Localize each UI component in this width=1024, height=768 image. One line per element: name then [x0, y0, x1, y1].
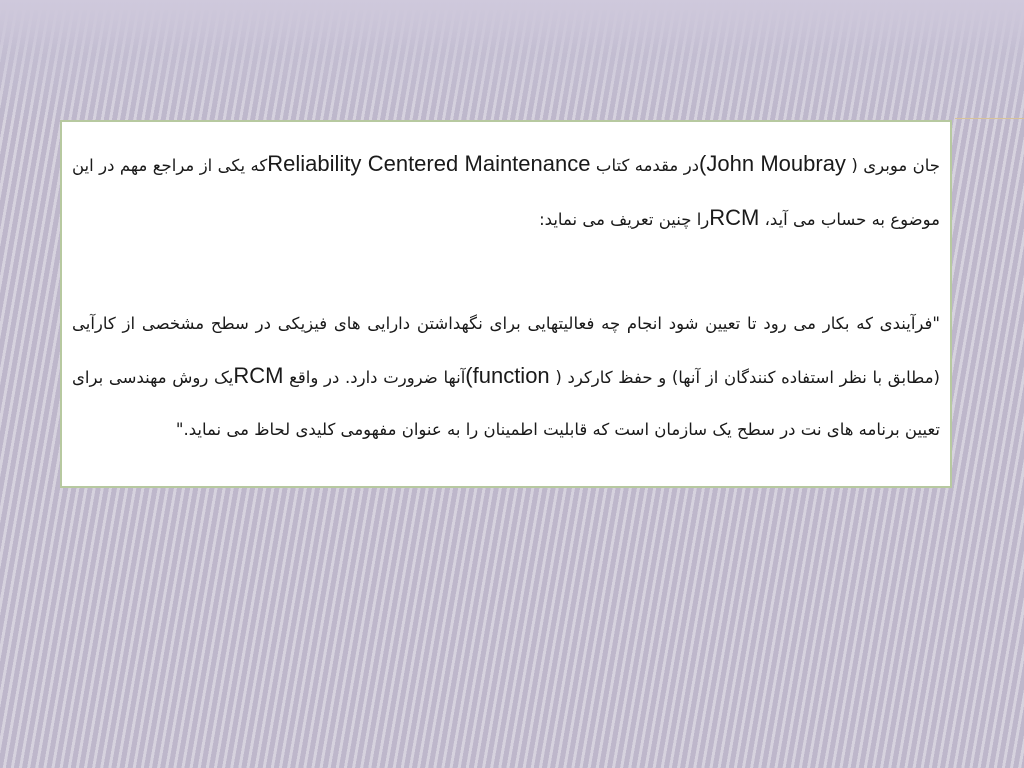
- content-text-box: [60, 120, 952, 488]
- text-segment: "فرآیندی که بکار می رود تا تعیین شود انجام چه فعالیتهایی برای نگهداشتن دارایی های فیزیکی در سطح مشخصی از کارآیی (مطابق با نظر استفاده کنندگان از آنها) و حفظ کارکرد (: [72, 314, 940, 387]
- function-term: (function: [465, 363, 550, 388]
- text-segment: آنها ضرورت دارد. در واقع: [283, 368, 466, 387]
- body-text: [72, 138, 940, 486]
- text-segment: که یکی از مراجع مهم در این موضوع به حساب می آید،: [72, 156, 940, 229]
- text-segment: جان موبری (: [845, 156, 940, 175]
- slide-background-band: [0, 0, 1024, 50]
- rcm-acronym: RCM: [709, 205, 760, 230]
- paragraph-spacer: [72, 246, 940, 298]
- text-segment: را چنین تعریف می نماید:: [539, 210, 710, 229]
- author-name: (John Moubray: [699, 151, 846, 176]
- rcm-acronym: RCM: [233, 363, 284, 388]
- intro-paragraph: [72, 138, 940, 246]
- text-segment: یک روش مهندسی برای تعیین برنامه های نت در سطح یک سازمان است که قابلیت اطمینان را به عنوان مفهومی کلیدی لحاظ می نماید.": [72, 368, 940, 439]
- decorative-line: [955, 118, 1024, 119]
- text-segment: در مقدمه کتاب: [590, 156, 700, 175]
- book-title: Reliability Centered Maintenance: [267, 151, 591, 176]
- definition-paragraph: [72, 298, 940, 456]
